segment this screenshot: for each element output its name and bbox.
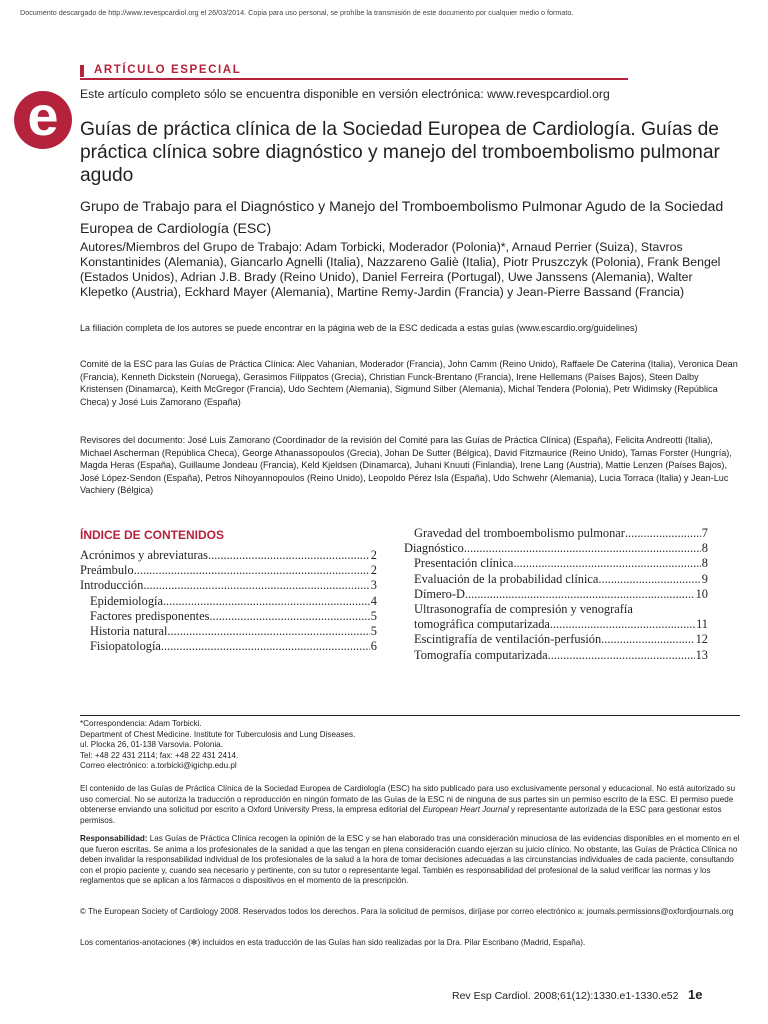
toc-item[interactable]: Introducción ..... 3: [80, 578, 377, 593]
translation-note: Los comentarios-anotaciones (✻) incluidos en esta traducción de las Guías han sido realizadas por la Dra. Pilar Escribano (Madrid, España).: [80, 938, 586, 947]
toc-right-column: [404, 526, 708, 663]
toc-item[interactable]: Escintigrafía de ventilación-perfusión ..... 12: [404, 632, 708, 647]
toc-heading: ÍNDICE DE CONTENIDOS: [80, 528, 225, 542]
page-number: 1e: [688, 987, 703, 1002]
article-subtitle: Grupo de Trabajo para el Diagnóstico y Manejo del Tromboembolismo Pulmonar Agudo de la Sociedad Europea de Cardiología (ESC): [80, 198, 724, 236]
correspondence-block: [80, 719, 740, 772]
section-label: ARTÍCULO ESPECIAL: [94, 64, 242, 76]
section-rule: [80, 78, 628, 80]
toc-item[interactable]: Gravedad del tromboembolismo pulmonar ..... 7: [404, 526, 708, 541]
online-availability-note: Este artículo completo sólo se encuentra disponible en versión electrónica: www.revespcardiol.org: [80, 87, 610, 101]
reviewers-list: Revisores del documento: José Luis Zamorano (Coordinador de la revisión del Comité para las Guías de Práctica Clínica) (España), Felicita Andreotti (Italia), Michael Ascherman (República Checa), George Athanassopoulos (Grecia), Johan De Sutter (Bélgica), David Fitzmaurice (Reino Unido), Tamas Forster (Hungría), Magda Heras (España), Guillaume Jondeau (Francia), Keld Kjeldsen (Dinamarca), Juhani Knuuti (Finlandia), Irene Lang (Austria), Mattie Lenzen (Países Bajos), José López-Sendon (España), Petros Nihoyannopoulos (Reino Unido), Leopoldo Pérez Isla (España), Udo Schwehr (Alemania), Lucia Torraca (Italia) y Jean-Luc Vachiery (Bélgica): [80, 435, 732, 496]
article-title: Guías de práctica clínica de la Sociedad Europea de Cardiología. Guías de práctica clínica sobre diagnóstico y manejo del tromboembolismo pulmonar agudo: [80, 119, 720, 186]
toc-item[interactable]: Diagnóstico ..... 8: [404, 541, 708, 556]
toc-item-line1[interactable]: Ultrasonografía de compresión y venografía: [414, 602, 633, 617]
toc-item[interactable]: Fisiopatología ..... 6: [80, 639, 377, 654]
toc-item[interactable]: Evaluación de la probabilidad clínica ..... 9: [404, 572, 708, 587]
toc-item[interactable]: Acrónimos y abreviaturas ..... 2: [80, 548, 377, 563]
toc-left-column: [80, 548, 377, 654]
responsibility-notice: Responsabilidad: Las Guías de Práctica Clínica recogen la opinión de la ESC y se han elaborado tras una consideración minuciosa de las evidencias disponibles en el momento en el que fueron escritas. Se anima a los profesionales de la sanidad a que las tengan en plena consideración cuando ejerzan su juicio clínico. No obstante, las Guías de Práctica Clínica no deben invalidar la responsabilidad individual de los profesionales de la salud a la hora de tomar decisiones adecuadas a las circunstancias individuales de cada paciente, consultando con el propio paciente y, cuando sea necesario y pertinente, con su tutor o representante legal. También es responsabilidad del profesional de la salud verificar las normas y los reglamentos que se aplican a los fármacos o dispositivos en el momento de la prescripción.: [80, 834, 740, 885]
copyright-notice: El contenido de las Guías de Práctica Clínica de la Sociedad Europea de Cardiología (ESC) ha sido publicado para uso exclusivamente personal y educacional. No está autorizado su uso comercial. No se autoriza la traducción o reproducción en ningún formato de las Guías de la ESC ni de ninguna de sus partes sin un permiso escrito de la ESC. El permiso puede obtenerse enviando una solicitud por escrito a Oxford University Press, la empresa editorial del European Heart Journal y representante autorizada de la ESC para gestionar estos permisos.: [80, 784, 736, 825]
toc-item[interactable]: Epidemiología ..... 4: [80, 594, 377, 609]
affiliation-note: La filiación completa de los autores se puede encontrar en la página web de la ESC dedicada a estas guías (www.escardio.org/guidelines): [80, 323, 638, 333]
download-notice: Documento descargado de http://www.revespcardiol.org el 26/03/2014. Copia para uso personal, se prohíbe la transmisión de este documento por cualquier medio o formato.: [20, 8, 574, 17]
correspondence-line: *Correspondencia: Adam Torbicki.: [80, 719, 202, 728]
toc-item[interactable]: Factores predisponentes ..... 5: [80, 609, 377, 624]
journal-citation: Rev Esp Cardiol. 2008;61(12):1330.e1-1330.e52: [452, 990, 679, 1002]
footnote-rule: [80, 715, 740, 716]
electronic-article-logo-icon: e: [14, 91, 72, 149]
toc-item[interactable]: Dímero-D ..... 10: [404, 587, 708, 602]
correspondence-line: Tel: +48 22 431 2114; fax: +48 22 431 2414.: [80, 750, 239, 760]
toc-item[interactable]: Historia natural ..... 5: [80, 624, 377, 639]
author-list: Autores/Miembros del Grupo de Trabajo: Adam Torbicki, Moderador (Polonia)*, Arnaud Perrier (Suiza), Stavros Konstantinides (Alemania), Giancarlo Agnelli (Italia), Nazzareno Galiè (Italia), Piotr Pruszczyk (Polonia), Frank Bengel (Estados Unidos), Adrian J.B. Brady (Reino Unido), Daniel Ferreira (Portugal), Uwe Janssens (Alemania), Walter Klepetko (Austria), Eckhard Mayer (Alemania), Martine Remy-Jardin (Francia) y Jean-Pierre Bassand (Francia): [80, 240, 721, 300]
toc-item[interactable]: Preámbulo ..... 2: [80, 563, 377, 578]
esc-copyright: © The European Society of Cardiology 2008. Reservados todos los derechos. Para la solicitud de permisos, diríjase por correo electrónico a: journals.permissions@oxfordjournals.org: [80, 907, 734, 916]
committee-list: Comité de la ESC para las Guías de Práctica Clínica: Alec Vahanian, Moderador (Francia), John Camm (Reino Unido), Raffaele De Caterina (Italia), Veronica Dean (Francia), Kenneth Dickstein (Noruega), Gerasimos Filippatos (Grecia), Christian Funck-Brentano (Francia), Irene Hellemans (Países Bajos), Steen Dalby Kristensen (Dinamarca), Keith McGregor (Francia), Udo Sechtem (Alemania), Sigmund Silber (Alemania), Michal Tendera (Polonia), Petr Widimsky (República Checa) y José Luis Zamorano (España): [80, 359, 738, 407]
section-tick: [80, 65, 84, 77]
correspondence-line: ul. Plocka 26, 01-138 Varsovia. Polonia.: [80, 740, 223, 749]
responsibility-label: Responsabilidad:: [80, 834, 148, 843]
correspondence-email: Correo electrónico: a.torbicki@igichp.edu.pl: [80, 761, 237, 770]
toc-item[interactable]: tomográfica computarizada ..... 11: [404, 617, 708, 632]
toc-item[interactable]: Tomografía computarizada ..... 13: [404, 648, 708, 663]
toc-item[interactable]: Presentación clínica ..... 8: [404, 556, 708, 571]
correspondence-line: Department of Chest Medicine. Institute for Tuberculosis and Lung Diseases.: [80, 729, 356, 739]
journal-name: European Heart Journal: [422, 805, 509, 814]
